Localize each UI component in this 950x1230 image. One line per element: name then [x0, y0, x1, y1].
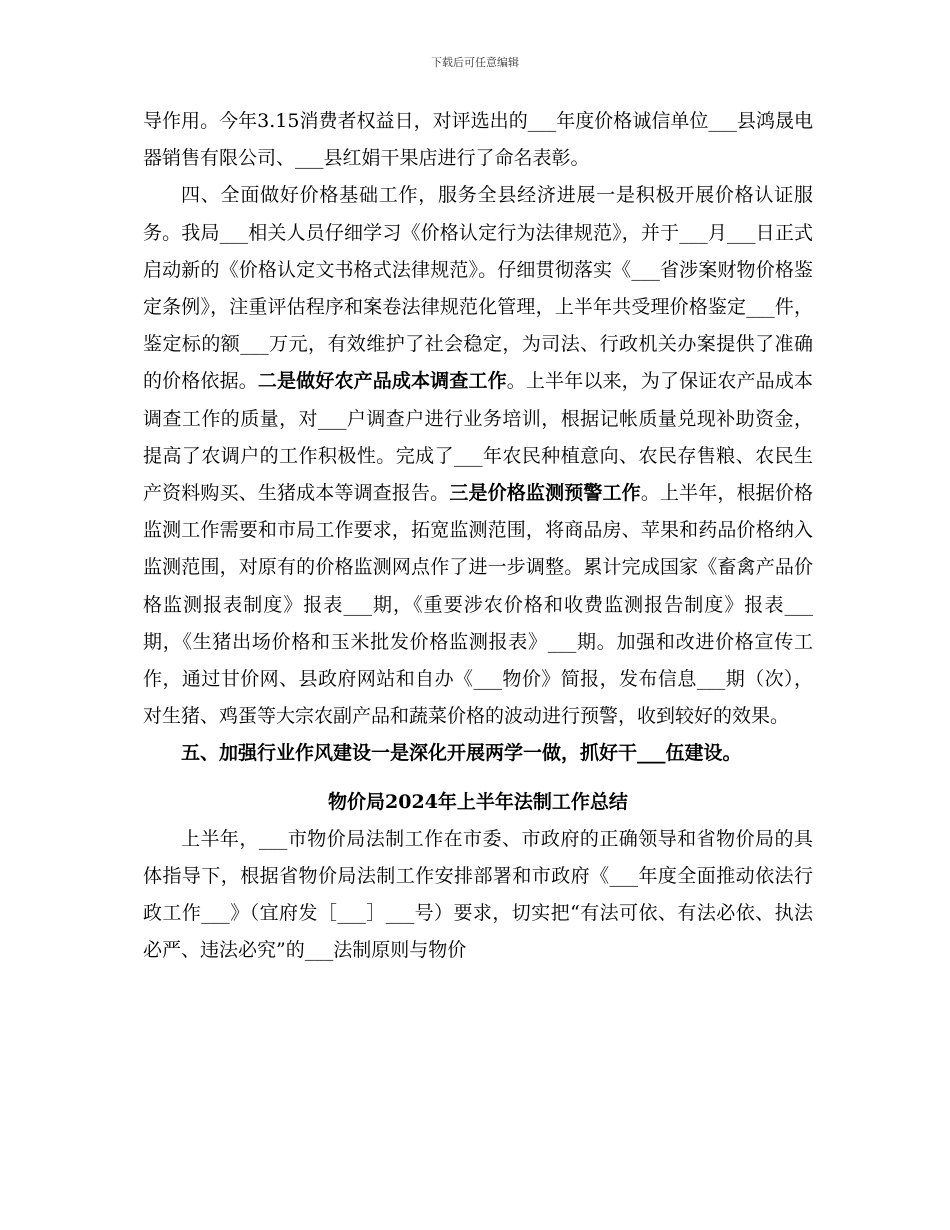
point-two-heading: 二是做好农产品成本调查工作 [257, 370, 507, 393]
point-two-text: 。上半年以来，为了保证农产品成本调查工作的质量，对___户调查户进行业务培训，根据记帐质量兑现补助资金，提高了农调户的工作积极性。完成了___年农民种植意向、农民存售粮、农民生产资料购买、生猪成本等调查报告。 [143, 370, 813, 505]
page-header: 下载后可任意编辑 [431, 56, 519, 69]
document-title: 物价局2024年上半年法制工作总结 [328, 790, 628, 813]
point-three-heading: 三是价格监测预警工作 [449, 482, 641, 505]
paragraph-price-integrity: 导作用。今年3.15消费者权益日，对评选出的___年度价格诚信单位___县鸿晟电器销售有限公司、___县红娟干果店进行了命名表彰。 [143, 110, 813, 170]
section-four-intro: 四、全面做好价格基础工作，服务全县经济进展一是积极开展价格认证服务。我局___相关人员仔细学习《价格认定行为法律规范》，并于___月___日正式启动新的《价格认定文书格式法律规范》。仔细贯彻落实《___省涉案财物价格鉴定条例》，注重评估程序和案卷法律规范化管理，上半年共受理价格鉴定___件，鉴定标的额___万元，有效维护了社会稳定，为司法、行政机关办案提供了准确的价格依据。 [143, 184, 813, 393]
paragraph-price-basics [143, 177, 813, 735]
document-body [143, 103, 813, 970]
section-five-heading: 五、加强行业作风建设一是深化开展两学一做，抓好干___伍建设。 [181, 742, 742, 765]
point-three-text: 。上半年，根据价格监测工作需要和市局工作要求，拓宽监测范围，将商品房、苹果和药品价格纳入监测范围，对原有的价格监测网点作了进一步调整。累计完成国家《畜禽产品价格监测报表制度》报表___期，《重要涉农价格和收费监测报告制度》报表___期，《生猪出场价格和玉米批发价格监测报表》___期。加强和改进价格宣传工作，通过甘价网、县政府网站和自办《___物价》简报，发布信息___期（次），对生猪、鸡蛋等大宗农副产品和蔬菜价格的波动进行预警，收到较好的效果。 [143, 482, 813, 728]
paragraph-legal-work: 上半年，___市物价局法制工作在市委、市政府的正确领导和省物价局的具体指导下，根据省物价局法制工作安排部署和市政府《___年度全面推动依法行政工作___》（宜府发［___］___号）要求，切实把“有法可依、有法必依、执法必严、违法必究”的___法制原则与物价 [143, 827, 813, 962]
